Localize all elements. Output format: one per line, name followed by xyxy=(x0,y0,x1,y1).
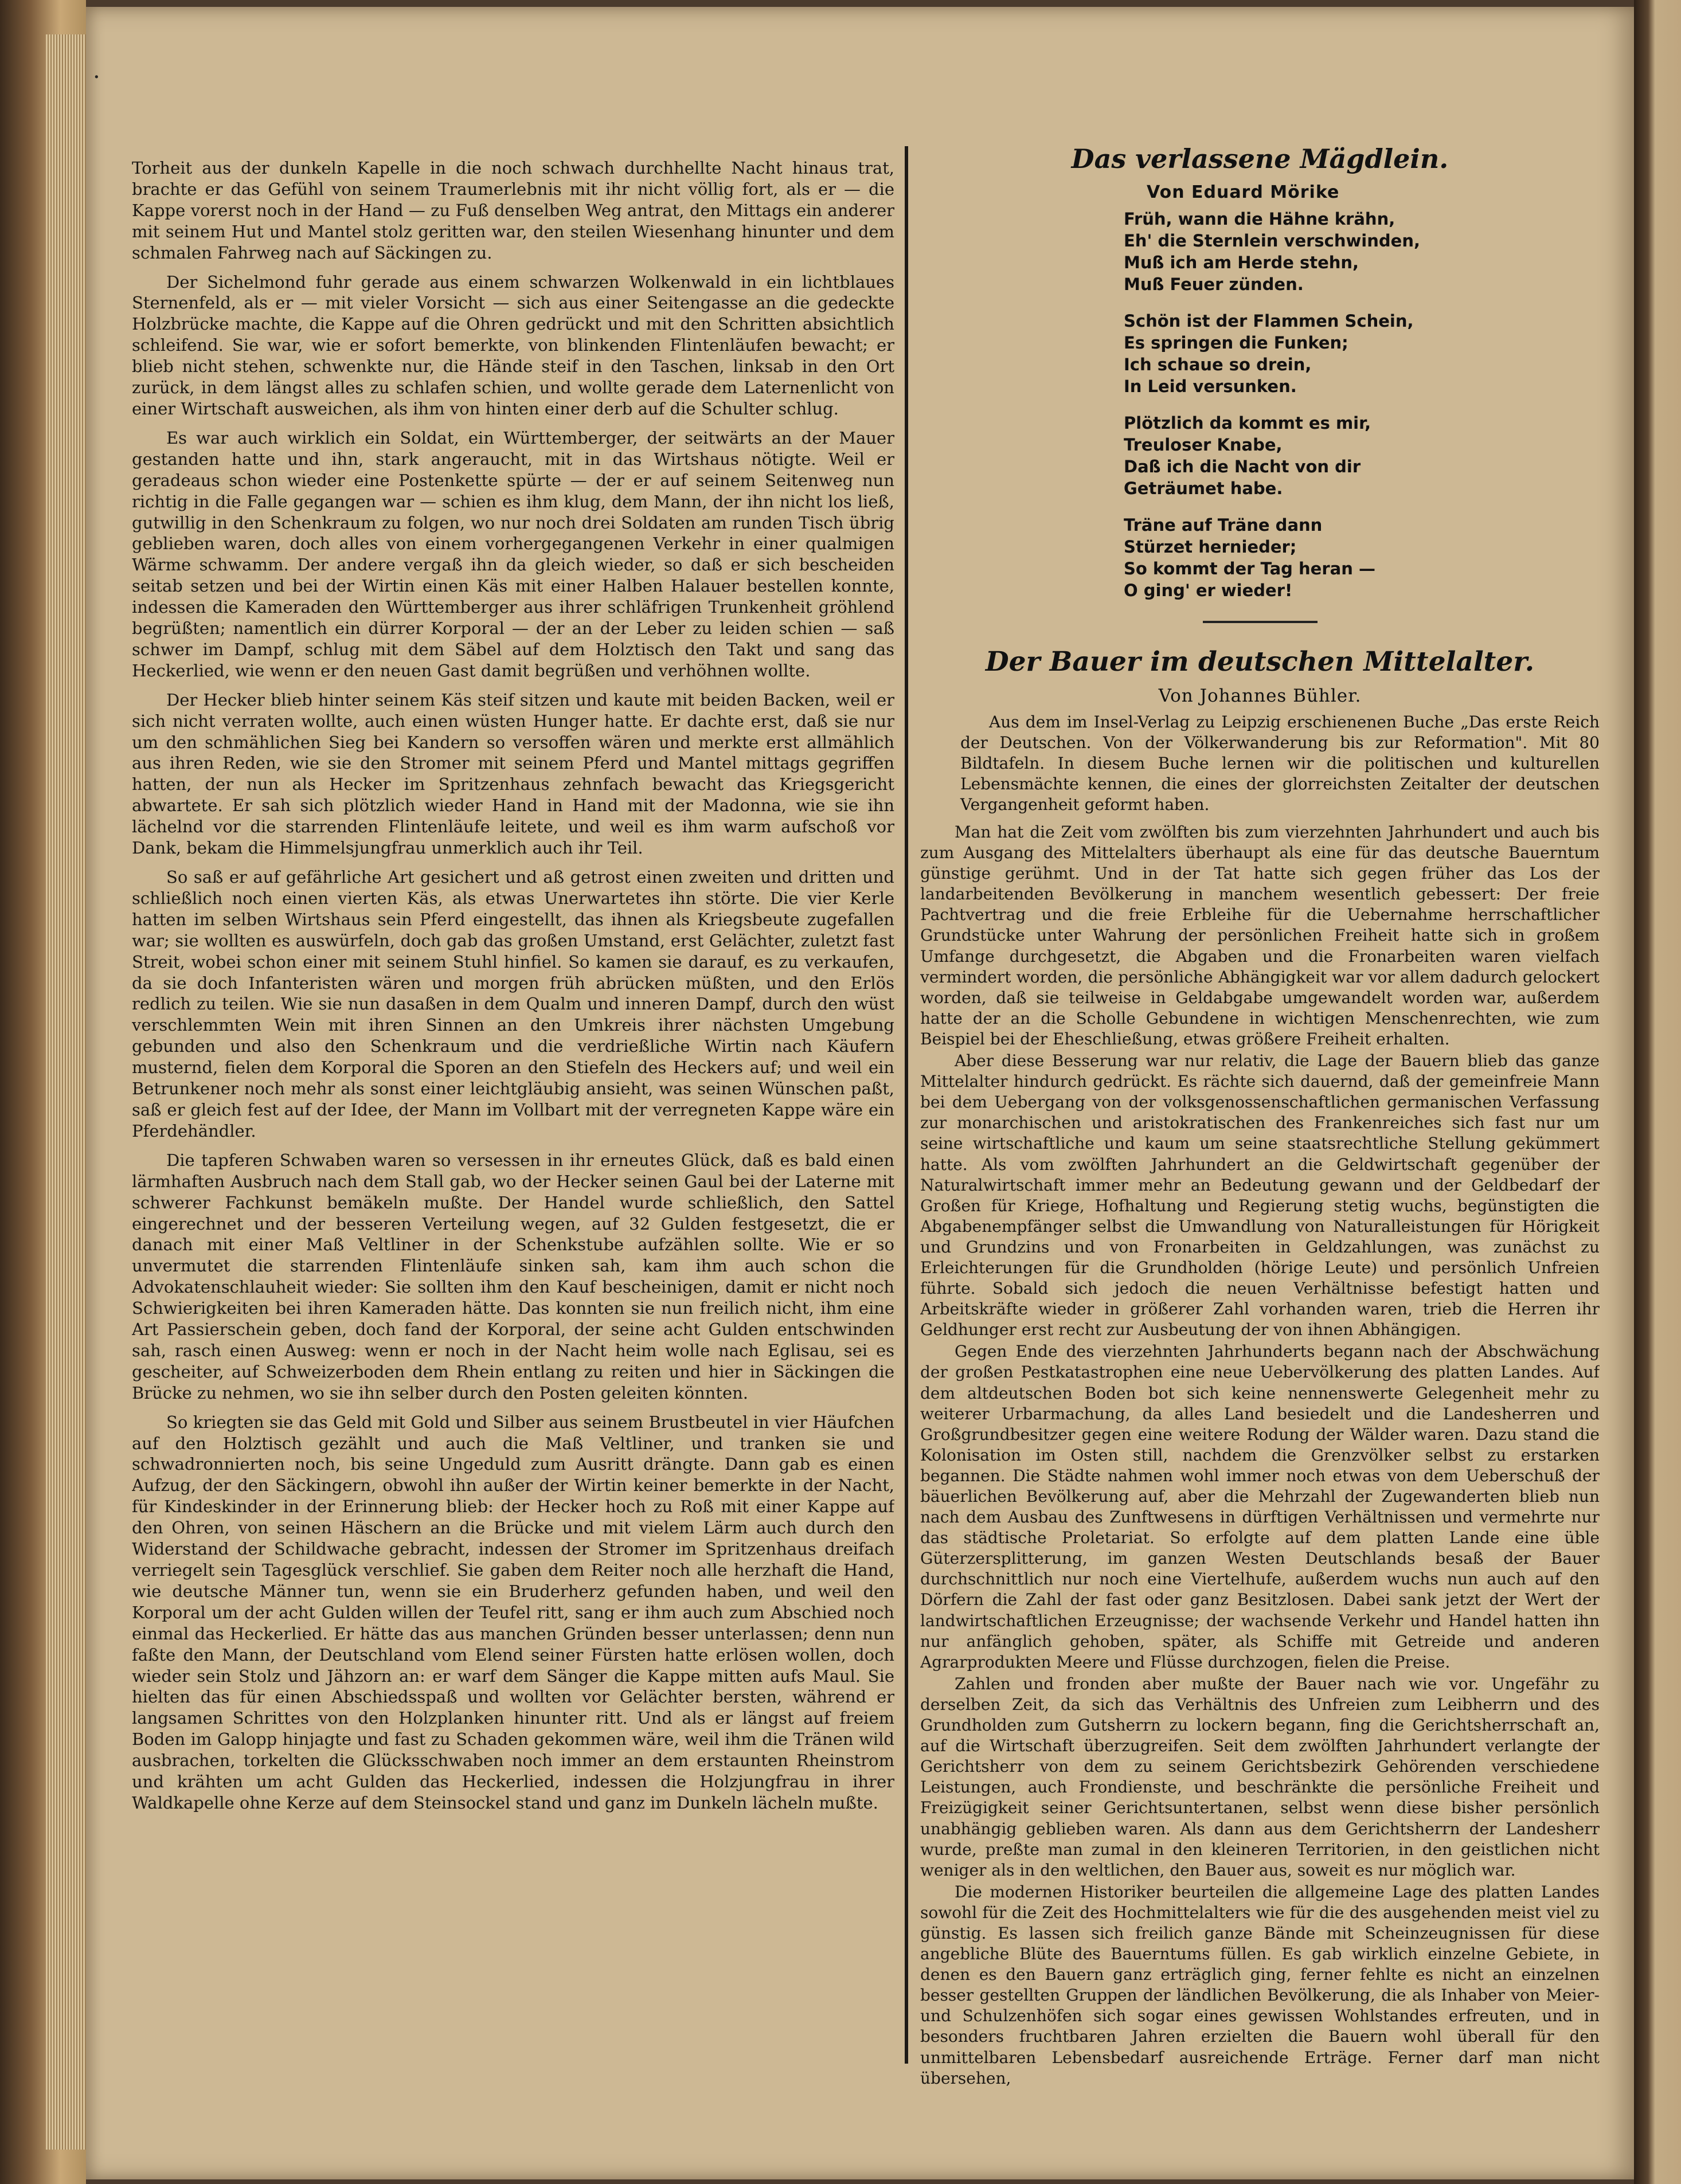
poem-line: Früh, wann die Hähne krähn, xyxy=(1124,209,1395,229)
poem-line: In Leid versunken. xyxy=(1124,377,1297,396)
book-binding-right xyxy=(1634,0,1681,2184)
poem-line: Geträumet habe. xyxy=(1124,479,1283,498)
story-paragraph: So saß er auf gefährliche Art gesichert und aß getrost einen zweiten und dritten und schließlich noch einen vierten Käs, als etwas Unerwartetes ihn störte. Die vier Kerle hatten im selben Wirtshaus sein Pferd eingestellt, das ihnen als Kriegsbeute zugefallen war; sie wollten es auswürfeln, doch gab das großen Umstand, erst Gelächter, zuletzt fast Streit, wobei schon einer mit seinem Stuhl hinfiel. So kamen sie darauf, es zu verkaufen, da sie doch Infanteristen wären und morgen früh abrücken müßten, und den Erlös redlich zu teilen. Wie sie nun dasaßen in dem Qualm und inneren Dampf, durch den wüst verschlemmten Wein mit ihren Sinnen an den Umkreis ihrer nächsten Umgebung gebunden und also den Schenkraum und die verdrießliche Wirtin nach Käufern musternd, fielen dem Korporal die Sporen an den Stiefeln des Heckers auf; und weil ein Betrunkener noch mehr als sonst einer leichtgläubig ansieht, was seinen Wünschen paßt, saß er gleich fest auf der Idee, der Mann im Vollbart mit der verregneten Kappe wäre ein Pferdehändler. xyxy=(132,867,894,1141)
poem-stanza xyxy=(1124,412,1445,499)
poem-stanza xyxy=(1124,208,1445,295)
poem-line: Daß ich die Nacht von dir xyxy=(1124,457,1361,476)
right-column xyxy=(920,143,1600,2127)
poem-line: Schön ist der Flammen Schein, xyxy=(1124,311,1414,331)
article-author: Von Johannes Bühler. xyxy=(1158,686,1362,706)
poem-author: Von Eduard Mörike xyxy=(1147,182,1340,202)
story-paragraph: Der Sichelmond fuhr gerade aus einem schwarzen Wolkenwald in ein lichtblaues Sternenfeld, als er — mit vieler Vorsicht — sich aus einer Seitengasse an die gedeckte Holzbrücke machte, die Kappe auf die Ohren gedrückt und mit den Schritten absichtlich schleifend. Sie war, wie er sofort bemerkte, von blinkenden Flintenläufen bewacht; er blieb nicht stehen, schwenkte nur, die Hände steif in den Taschen, linksab in den Ort zurück, in dem längst alles zu schlafen schien, und wollte gerade dem Laternenlicht von einer Wirtschaft ausweichen, als ihm von hinten einer derb auf die Schulter schlug. xyxy=(132,272,894,418)
article-intro: Aus dem im Insel-Verlag zu Leipzig erschienenen Buche „Das erste Reich der Deutschen. Von der Völkerwanderung bis zur Reformation". Mit 80 Bildtafeln. In diesem Buche lernen wir die politischen und kulturellen Lebensmächte kennen, die eines der glorreichsten Zeitalter der deutschen Vergangenheit geformt haben. xyxy=(960,713,1600,814)
poem-line: Muß ich am Herde stehn, xyxy=(1124,253,1359,272)
story-paragraph: So kriegten sie das Geld mit Gold und Silber aus seinem Brustbeutel in vier Häufchen auf den Holztisch gezählt und auch die Maß Veltliner, und tranken sie und schwadronnierten noch, bis seine Ungeduld zum Ausritt drängte. Dann gab es einen Aufzug, der den Säckingern, obwohl ihn außer der Wirtin keiner bemerkte in der Nacht, für Kindeskinder in der Erinnerung blieb: der Hecker hoch zu Roß mit einer Kappe auf den Ohren, von seinen Häschern an die Brücke und mit vielem Lärm auch durch den Widerstand der Schildwache gebracht, indessen der Stromer im Spritzenhaus dreifach verriegelt sein Tagesglück verschlief. Sie gaben dem Reiter noch alle herzhaft die Hand, wie deutsche Männer tun, wenn sie ein Bruderherz gefunden haben, und weil den Korporal um der acht Gulden willen der Teufel ritt, sang er ihm auch zum Abschied noch einmal das Heckerlied. Er hätte das aus manchen Gründen besser unterlassen; denn nun faßte den Mann, der Deutschland vom Elend seiner Fürsten hatte erlösen wollen, doch wieder sein Stolz und Jähzorn an: er warf dem Sänger die Kappe mitten aufs Maul. Sie hielten das für einen Abschiedsspaß und wollten vor Gelächter bersten, während er langsamen Schrittes von den Holzplanken hinunter ritt. Und als er längst auf freiem Boden im Galopp hinjagte und fast zu Schaden gekommen wäre, weil ihm die Tränen wild ausbrachen, torkelten die Glücksschwaben noch immer an dem erstaunten Rheinstrom und krähten um acht Gulden das Heckerlied, indessen die Holzjungfrau in ihrer Waldkapelle ohne Kerze auf dem Steinsockel stand und ganz im Dunkeln lächeln mußte. xyxy=(132,1412,894,1813)
article-paragraph: Gegen Ende des vierzehnten Jahrhunderts begann nach der Abschwächung der großen Pestkatastrophen eine neue Uebervölkerung des platten Landes. Auf dem altdeutschen Boden bot sich keine nennenswerte Gelegenheit mehr zu weiterer Urbarmachung, da alles Land besiedelt und die Landesherren und Großgrundbesitzer gegen eine weitere Rodung der Wälder waren. Dazu stand die Kolonisation im Osten still, nachdem die Grenzvölker selbst zu erstarken begannen. Die Städte nahmen wohl immer noch etwas von dem Ueberschuß der bäuerlichen Bevölkerung auf, aber die Mehrzahl der Zugewanderten blieb nun nach dem Ausbau des Zunftwesens in dürftigen Verhältnissen und vermehrte nur das städtische Proletariat. So erfolgte auf dem platten Lande eine üble Güterzersplitterung, im ganzen Westen Deutschlands besaß der Bauer durchschnittlich nur noch eine Viertelhufe, außerdem wuchs nun auch auf den Dörfern die Zahl der fast oder ganz Besitzlosen. Dabei sank jetzt der Wert der landwirtschaftlichen Erzeugnisse; der wachsende Verkehr und Handel hatten ihn nur anfänglich gehoben, später, als Schiffe mit Getreide und anderen Agrarprodukten Meere und Flüsse durchzogen, fielen die Preise. xyxy=(920,1342,1600,1672)
poem-line: Muß Feuer zünden. xyxy=(1124,275,1304,294)
story-paragraph: Die tapferen Schwaben waren so versessen in ihr erneutes Glück, daß es bald einen lärmhaften Ausbruch nach dem Stall gab, wo der Hecker seinen Gaul bei der Laterne mit schwerer Fachkunst bemäkeln mußte. Der Handel wurde schließlich, den Sattel eingerechnet und der besseren Verteilung wegen, auf 32 Gulden festgesetzt, die er danach mit einer Maß Veltliner in der Schenkstube aufzählen sollte. Wie er so unvermutet die starrenden Flintenläufe sinken sah, kam ihm auch schon die Advokatenschlauheit wieder: Sie sollten ihm den Kauf bescheinigen, damit er nicht noch Schwierigkeiten bei ihren Kameraden hätte. Das konnten sie nun freilich nicht, ihm eine Art Passierschein geben, doch fand der Korporal, der seine acht Gulden entschwinden sah, rasch einen Ausweg: wenn er noch in der Nacht heim wolle nach Eglisau, sei es gescheiter, auf Schweizerboden dem Rhein entlang zu reiten und hier in Säckingen die Brücke zu nehmen, wo sie ihn selber durch den Posten geleiten könnten. xyxy=(132,1150,894,1403)
poem-stanza xyxy=(1124,310,1445,397)
poem-line: Träne auf Träne dann xyxy=(1124,515,1323,535)
article-title: Der Bauer im deutschen Mittelalter. xyxy=(985,646,1535,678)
poem-line: Es springen die Funken; xyxy=(1124,333,1348,353)
poem-title: Das verlassene Mägdlein. xyxy=(1071,143,1449,174)
book-page-edges-left xyxy=(0,0,86,2184)
column-divider xyxy=(905,146,908,2064)
story-paragraph: Torheit aus der dunkeln Kapelle in die noch schwach durchhellte Nacht hinaus trat, brachte er das Gefühl von seinem Traumerlebnis mit ihr nicht völlig fort, als er — die Kappe vorerst noch in der Hand — zu Fuß denselben Weg antrat, den Mittags ein anderer mit seinem Hut und Mantel stolz geritten war, den steilen Wiesenhang hinunter und dem schmalen Fahrweg nach auf Säckingen zu. xyxy=(132,158,894,263)
poem-line: So kommt der Tag heran — xyxy=(1124,559,1375,578)
article-paragraph: Zahlen und fronden aber mußte der Bauer nach wie vor. Ungefähr zu derselben Zeit, da sich das Verhältnis des Unfreien zum Leibherrn und des Grundholden zum Gutsherrn zu lockern begann, fing die Gerichtsherrschaft an, auf die Wirtschaft überzugreifen. Seit dem zwölften Jahrhundert verlangte der Gerichtsherr von dem zu seinem Gerichtsbezirk Gehörenden verschiedene Leistungen, auch Frondienste, und beschränkte die persönliche Freiheit und Freizügigkeit seiner Gerichtsuntertanen, selbst wenn diese bisher persönlich unabhängig geblieben waren. Als dann aus dem Gerichtsherrn der Landesherr wurde, preßte man zumal in den kleineren Territorien, in den geistlichen nicht weniger als in den weltlichen, den Bauer aus, soweit es nur möglich war. xyxy=(920,1674,1600,1880)
stacked-page-edges xyxy=(46,34,86,2150)
poem-line: Stürzet hernieder; xyxy=(1124,537,1297,557)
article-paragraph: Man hat die Zeit vom zwölften bis zum vierzehnten Jahrhundert und auch bis zum Ausgang des Mittelalters überhaupt als eine für das deutsche Bauerntum günstige gerühmt. Und in der Tat hatte sich gegen früher das Los der landarbeitenden Bevölkerung in manchem wesentlich gebessert: Der freie Pachtvertrag und die freie Erbleihe für die Uebernahme herrschaftlicher Grundstücke unter Wahrung der persönlichen Freiheit hatte sich in großem Umfange durchgesetzt, die Abgaben und die Fronarbeiten waren vielfach vermindert worden, die persönliche Abhängigkeit war vor allem dadurch gelockert worden, daß sie teilweise in Geldabgabe umgewandelt worden war, außerdem hatte der an die Scholle Gebundene in wichtigen Menschenrechten, wie zum Beispiel bei der Eheschließung, etwas größere Freiheit erhalten. xyxy=(920,823,1600,1048)
article-paragraph: Aber diese Besserung war nur relativ, die Lage der Bauern blieb das ganze Mittelalter hindurch gedrückt. Es rächte sich dauernd, daß der gemeinfreie Mann bei dem Uebergang von der volksgenossenschaftlichen germanischen Verfassung zur monarchischen und aristokratischen des Frankenreiches sich fast nur um seine wirtschaftliche und kaum um seine staatsrechtliche Stellung gekümmert hatte. Als vom zwölften Jahrhundert an die Geldwirtschaft gegenüber der Naturalwirtschaft immer mehr an Bedeutung gewann und der Geldbedarf der Großen für Kriege, Hofhaltung und Regierung stetig wuchs, begünstigten die Abgabenempfänger selbst die Umwandlung von Naturalleistungen für Hörigkeit und Grundzins und von Fronarbeiten in Geldzahlungen, was zunächst zu Erleichterungen für die Grundholden (hörige Leute) und persönlich Unfreien führte. Sobald sich jedoch die neuen Verhältnisse befestigt hatten und Arbeitskräfte wieder in größerer Zahl vorhanden waren, trieb die Herren ihr Geldhunger erst recht zur Ausbeutung der von ihnen Abhängigen. xyxy=(920,1051,1600,1340)
poem-line: Treuloser Knabe, xyxy=(1124,435,1283,455)
poem-line: Ich schaue so drein, xyxy=(1124,355,1312,374)
story-paragraph: Es war auch wirklich ein Soldat, ein Württemberger, der seitwärts an der Mauer gestanden hatte und ihn, stark angeraucht, mit in das Wirtshaus nötigte. Weil er geradeaus schon wieder eine Postenkette spürte — der er auf seinem Seitenweg nun richtig in die Falle gegangen war — schien es ihm klug, dem Mann, der ihn nicht los ließ, gutwillig in den Schenkraum zu folgen, wo nur noch drei Soldaten am runden Tisch übrig geblieben waren, doch alles von einem vorhergegangenen Verkehr in einer qualmigen Wärme schwamm. Der andere vergaß ihn da gleich wieder, so daß er sich bescheiden seitab setzen und bei der Wirtin einen Käs mit einer Halben Halauer bestellen konnte, indessen die Kameraden den Württemberger aus ihrer schläfrigen Trunkenheit gröhlend begrüßten; namentlich ein dürrer Korporal — der an der Leber zu leiden schien — saß schwer im Dampf, schlug mit dem Säbel auf dem Holztisch den Takt und sang das Heckerlied, wie wenn er den neuen Gast damit begrüßen und verhöhnen wollte. xyxy=(132,428,894,680)
ink-dot: · xyxy=(93,64,100,91)
story-paragraph: Der Hecker blieb hinter seinem Käs steif sitzen und kaute mit beiden Backen, weil er sich nicht verraten wollte, auch einen wüsten Hunger hatte. Er dachte erst, daß sie nur um den schmählichen Sieg bei Kandern so versoffen wären und merkte erst allmählich aus ihren Reden, wie sie den Stromer mit seinem Pferd und Mantel mittags gegriffen hatten, der nun als Hecker im Spritzenhaus zehnfach bewacht das Kriegsgericht abwartete. Er sah sich plötzlich wieder Hand in Hand mit der Madonna, wie sie ihn lächelnd vor die starrenden Flintenläufe leitete, und weil es ihm warm aufschoß vor Dank, bekam die Himmelsjungfrau unmerklich auch ihr Teil. xyxy=(132,690,894,858)
poem xyxy=(1124,182,1445,601)
section-divider xyxy=(1203,621,1318,623)
story-column xyxy=(132,158,894,2049)
poem-line: O ging' er wieder! xyxy=(1124,581,1293,600)
article-paragraph: Die modernen Historiker beurteilen die allgemeine Lage des platten Landes sowohl für die Zeit des Hochmittelalters wie für die des ausgehenden meist viel zu günstig. Es lassen sich freilich ganze Bände mit Scheinzeugnissen für diese angebliche Blüte des Bauerntums füllen. Es gab wirklich einzelne Gebiete, in denen es den Bauern ganz erträglich ging, ferner fehlte es nicht an einzelnen besser gestellten Gruppen der ländlichen Bevölkerung, die als Inhaber von Meier- und Schulzenhöfen sich sogar eines gewissen Wohlstandes erfreuten, und in besonders fruchtbaren Jahren erzielten die Bauern wohl überall für den unmittelbaren Lebensbedarf ausreichende Erträge. Ferner darf man nicht übersehen, xyxy=(920,1882,1600,2088)
poem-line: Plötzlich da kommt es mir, xyxy=(1124,413,1371,433)
poem-stanza xyxy=(1124,514,1445,601)
poem-line: Eh' die Sternlein verschwinden, xyxy=(1124,231,1420,251)
